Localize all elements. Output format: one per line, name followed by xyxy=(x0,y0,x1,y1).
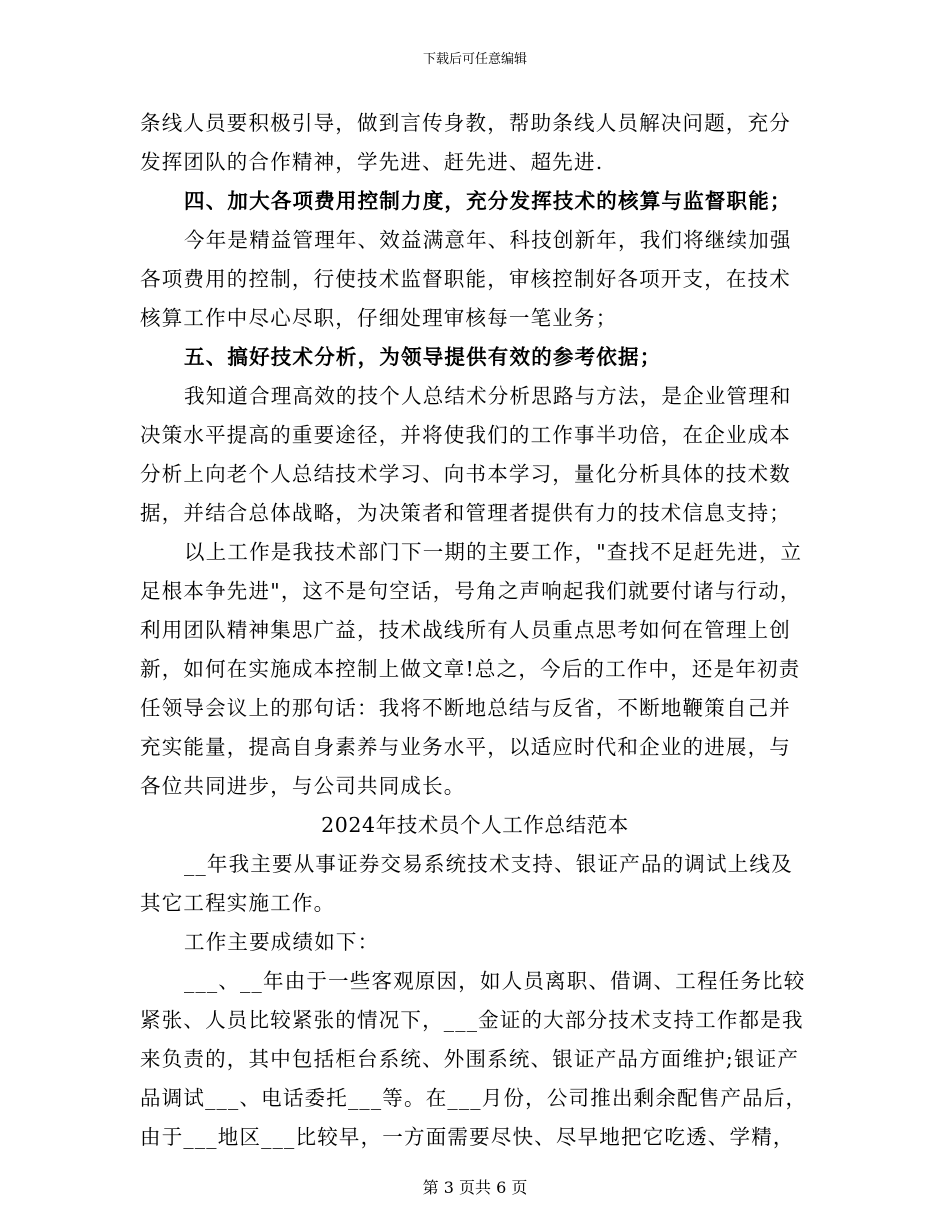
body-line: 工作主要成绩如下： xyxy=(184,930,380,954)
document-body xyxy=(140,104,810,1157)
body-line: 决策水平提高的重要途径，并将使我们的工作事半功倍，在企业成本 xyxy=(140,423,791,447)
body-line: 我知道合理高效的技个人总结术分析思路与方法，是企业管理和 xyxy=(184,384,792,408)
page-footer: 第 3 页共 6 页 xyxy=(422,1178,528,1197)
body-line: 足根本争先进"，这不是句空话，号角之声响起我们就要付诸与行动， xyxy=(140,579,802,603)
body-line: 据，并结合总体战略，为决策者和管理者提供有力的技术信息支持； xyxy=(140,501,791,525)
body-line: 来负责的，其中包括柜台系统、外围系统、银证产品方面维护;银证产 xyxy=(140,1047,800,1071)
body-line: 发挥团队的合作精神，学先进、赶先进、超先进. xyxy=(140,150,604,174)
body-line: 各位共同进步，与公司共同成长。 xyxy=(140,774,466,798)
body-line: 今年是精益管理年、效益满意年、科技创新年，我们将继续加强 xyxy=(184,228,792,252)
body-line: ___、__年由于一些客观原因，如人员离职、借调、工程任务比较 xyxy=(184,969,806,993)
body-line: 任领导会议上的那句话：我将不断地总结与反省，不断地鞭策自己并 xyxy=(140,696,791,720)
section-heading-4: 四、加大各项费用控制力度，充分发挥技术的核算与监督职能； xyxy=(184,189,792,213)
section-heading-5: 五、搞好技术分析，为领导提供有效的参考依据； xyxy=(184,345,662,369)
body-line: 条线人员要积极引导，做到言传身教，帮助条线人员解决问题，充分 xyxy=(140,111,791,135)
body-line: 各项费用的控制，行使技术监督职能，审核控制好各项开支，在技术 xyxy=(140,267,791,291)
body-line: 新，如何在实施成本控制上做文章!总之，今后的工作中，还是年初责 xyxy=(140,657,801,681)
body-line: 以上工作是我技术部门下一期的主要工作，"查找不足赶先进，立 xyxy=(184,540,803,564)
body-line: 紧张、人员比较紧张的情况下，___金证的大部分技术支持工作都是我 xyxy=(140,1008,804,1032)
body-line: 由于___地区___比较早，一方面需要尽快、尽早地把它吃透、学精， xyxy=(140,1125,795,1149)
page-header: 下载后可任意编辑 xyxy=(422,52,527,67)
body-line: 利用团队精神集思广益，技术战线所有人员重点思考如何在管理上创 xyxy=(140,618,791,642)
body-line: 充实能量，提高自身素养与业务水平，以适应时代和企业的进展，与 xyxy=(140,735,791,759)
body-line: 核算工作中尽心尽职，仔细处理审核每一笔业务； xyxy=(140,306,618,330)
body-line: 其它工程实施工作。 xyxy=(140,891,336,915)
body-line: 分析上向老个人总结技术学习、向书本学习，量化分析具体的技术数 xyxy=(140,462,791,486)
document-title: 2024年技术员个人工作总结范本 xyxy=(321,813,629,837)
body-line: __年我主要从事证券交易系统技术支持、银证产品的调试上线及 xyxy=(184,852,793,876)
body-line: 品调试___、电话委托___等。在___月份，公司推出剩余配售产品后， xyxy=(140,1086,808,1110)
